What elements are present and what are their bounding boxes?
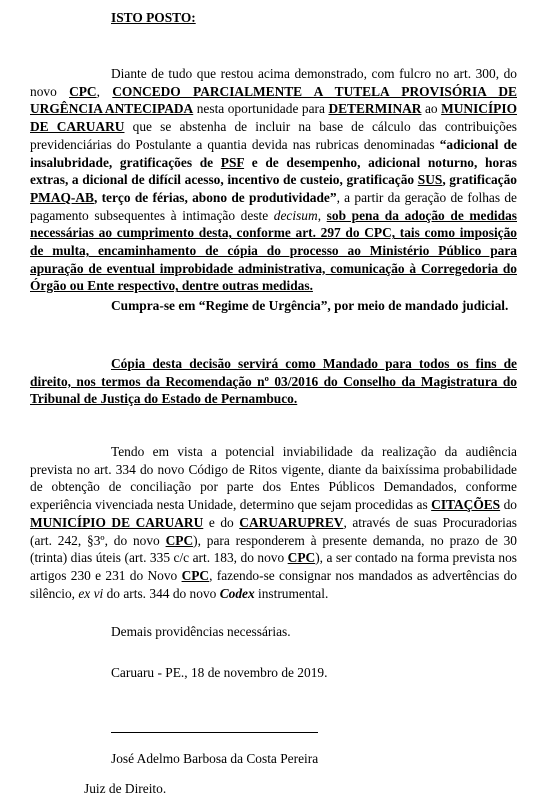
text: , <box>317 207 327 223</box>
text: decisum <box>273 207 318 223</box>
text: , gratificação <box>442 172 517 188</box>
text: e de desempenho, adicional noturno, horas extras, a dicional de difícil acesso, incentivo de custeio, gratificação <box>30 154 518 188</box>
text: ), a ser contado na forma prevista nos artigos 230 e 231 do Novo <box>30 550 518 583</box>
text: nesta oportunidade para <box>193 101 329 117</box>
text: DETERMINAR <box>328 101 422 117</box>
signature-line <box>111 732 318 733</box>
text: CPC <box>165 532 194 548</box>
text: e do <box>203 514 240 530</box>
text: do arts. 344 do novo <box>103 585 220 601</box>
text: CARUARUPREV <box>239 514 344 530</box>
text: Tendo em vista a potencial inviabilidade da realização da audiência prevista no art. 334 do novo Código de Ritos vigente, diante da baixíssima probabilidade de obtenção de conciliação por parte dos Entes Públicos Demandados, conforme experiência vivenciada nesta Unidade, determino que sejam procedidas as <box>30 444 517 513</box>
text: PMAQ-AB <box>30 189 94 205</box>
text: instrumental. <box>254 585 329 601</box>
text: , a partir da geração de folhas de pagamento subsequentes à intimação deste <box>30 189 517 223</box>
text: , <box>96 83 113 99</box>
text: “adicional de insalubridade, gratificações de <box>30 136 517 170</box>
text: SUS <box>417 172 443 188</box>
text: CPC <box>287 550 316 566</box>
text: CITAÇÕES <box>431 497 501 513</box>
text: ), para responderem à presente demanda, no prazo de 30 (trinta) dias úteis (art. 335 c/c art. 183, do novo <box>30 532 517 566</box>
section-heading: ISTO POSTO: <box>111 10 196 25</box>
paragraph-urgency: Cumpra-se em “Regime de Urgência”, por meio de mandado judicial. <box>111 298 509 313</box>
text: Codex <box>219 585 255 601</box>
text: MUNICÍPIO DE CARUARU <box>30 101 517 135</box>
text: sob pena da adoção de medidas necessárias ao cumprimento desta, conforme art. 297 do CPC, tais como imposição de multa, encaminhamento de cópia do processo ao Ministério Público para apuração de eventual improbidade administrativa, comunicação à Corregedoria do Órgão ou Ente respectivo, dentre outras medidas. <box>30 207 518 294</box>
paragraph-citations <box>30 443 517 602</box>
signer-name: José Adelmo Barbosa da Costa Pereira <box>111 751 319 766</box>
text: , fazendo-se consignar nos mandados as advertências do silêncio, <box>30 567 518 601</box>
text: PSF <box>220 154 245 170</box>
text: CPC <box>69 83 97 99</box>
signer-role: Juiz de Direito. <box>84 781 167 796</box>
paragraph-copy-as-warrant: Cópia desta decisão servirá como Mandado para todos os fins de direito, nos termos da Recomendação nº 03/2016 do Conselho da Magistratura do Tribunal de Justiça do Estado de Pernambuco. <box>30 356 517 407</box>
text: que se abstenha de incluir na base de cálculo das contribuições previdenciárias do Postulante a quantia devida nas rubricas denominadas <box>30 119 517 152</box>
text: , terço de férias, abono de produtividade” <box>93 189 337 205</box>
paragraph-injunction <box>30 65 517 295</box>
paragraph-other-measures: Demais providências necessárias. <box>111 624 291 639</box>
text: ex vi <box>78 585 104 601</box>
text: MUNICÍPIO DE CARUARU <box>30 514 204 530</box>
text: CONCEDO PARCIALMENTE A TUTELA PROVISÓRIA DE URGÊNCIA ANTECIPADA <box>30 83 517 117</box>
place-and-date: Caruaru - PE., 18 de novembro de 2019. <box>111 665 328 680</box>
text: do <box>500 497 517 513</box>
text: Diante de tudo que restou acima demonstrado, com fulcro no art. 300, do novo <box>30 66 517 99</box>
text: , através de suas Procuradorias (art. 242, §3º, do novo <box>30 514 517 548</box>
text: CPC <box>181 567 210 583</box>
text: ao <box>421 101 442 117</box>
